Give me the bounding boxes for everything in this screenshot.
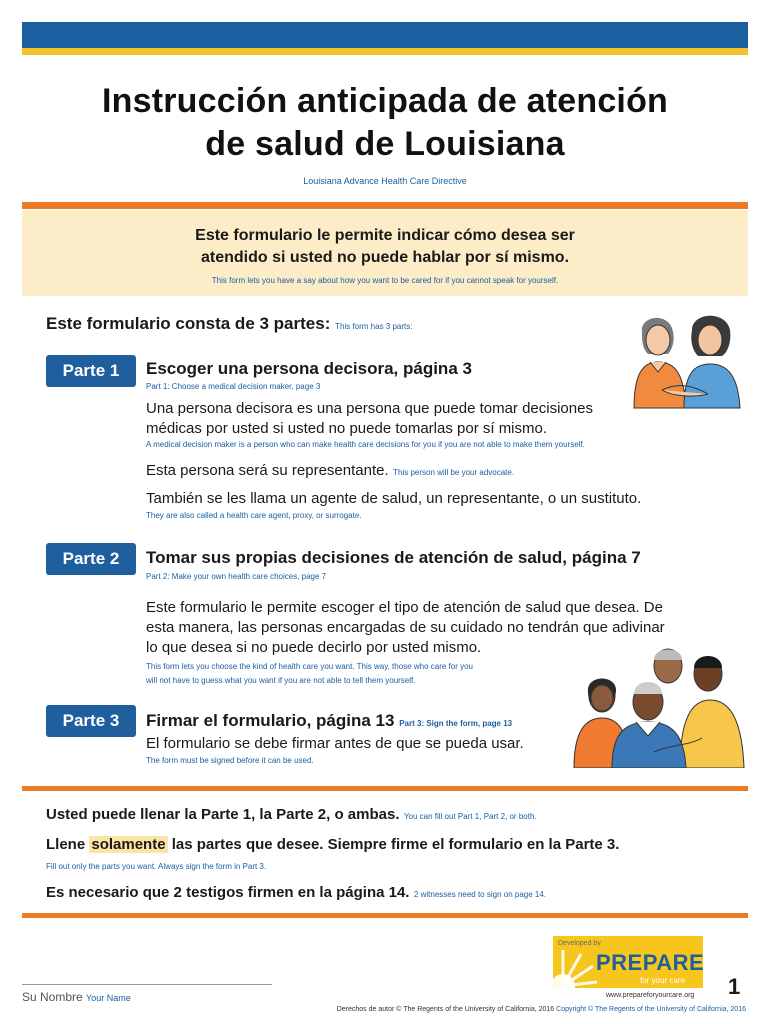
intro-text: [22, 225, 748, 269]
name-signature-line[interactable]: [22, 984, 272, 985]
parts-heading: [46, 314, 412, 334]
page-number: 1: [728, 974, 741, 999]
part-2-en-line-1: This form lets you choose the kind of health care you want. This way, those who care for you: [146, 662, 473, 671]
note-witness-row: [46, 884, 546, 902]
part-3-body-en: The form must be signed before it can be used.: [146, 756, 314, 765]
part-3-title: Firmar el formulario, página 13: [146, 711, 395, 730]
copyright-en: Copyright © The Regents of the University of California, 2016: [556, 1006, 746, 1013]
part-1-title-en: Part 1: Choose a medical decision maker, page 3: [146, 382, 321, 391]
note-fill-row: [46, 806, 537, 824]
name-label: [22, 990, 131, 1004]
title-line-1: Instrucción anticipada de atención: [101, 82, 669, 120]
header-blue-bar: [22, 22, 748, 48]
intro-line-1: Este formulario le permite indicar cómo desea ser: [195, 227, 575, 244]
name-label-en: Your Name: [86, 993, 131, 1003]
part-1-badge: Parte 1: [46, 355, 136, 387]
part-2-body-en: [146, 660, 473, 688]
part-2-badge: Parte 2: [46, 543, 136, 575]
logo-wordmark: [596, 950, 712, 976]
part-3-badge: Parte 3: [46, 705, 136, 737]
sun-logo-icon: [553, 946, 599, 988]
copyright-es: Derechos de autor © The Regents of the University of California, 2016: [336, 1006, 555, 1013]
name-label-es: Su Nombre: [22, 990, 83, 1004]
parts-heading-es: Este formulario consta de 3 partes:: [46, 314, 331, 333]
logo-text: PREPARE: [596, 950, 705, 975]
logo-developed-by: Developed by: [558, 940, 601, 947]
website-link[interactable]: www.prepareforyourcare.org: [606, 992, 695, 999]
note-witness-en: 2 witnesses need to sign on page 14.: [413, 890, 547, 899]
parts-heading-en: This form has 3 parts:: [335, 322, 413, 331]
part-1-aka-es: También se les llama un agente de salud, un representante, o un sustituto.: [146, 490, 642, 507]
part-2-title: Tomar sus propias decisiones de atención de salud, página 7: [146, 548, 641, 567]
title-line-2: de salud de Louisiana: [205, 125, 565, 163]
part-2-body-line-2: esta manera, las personas encargadas de su cuidado no tendrán que adivinar: [146, 619, 665, 636]
part-1-body-line-2: médicas por usted si usted no puede tomarlas por sí mismo.: [146, 420, 548, 437]
note-only-highlight: solamente: [91, 836, 166, 853]
note-only-row: [46, 836, 619, 853]
part-3-title-en: Part 3: Sign the form, page 13: [399, 719, 513, 728]
notes-top-rule: [22, 786, 748, 791]
part-3-body: El formulario se debe firmar antes de que se pueda usar.: [146, 735, 524, 752]
note-only-pre: Llene: [46, 836, 90, 853]
part-1-body-en: A medical decision maker is a person who can make health care decisions for you if you are not able to make them yourself.: [146, 440, 585, 449]
intro-english: This form lets you have a say about how you want to be cared for if you cannot speak for yourself.: [211, 276, 559, 285]
part-2-title-en: Part 2: Make your own health care choices, page 7: [146, 572, 327, 581]
title-english: Louisiana Advance Health Care Directive: [303, 176, 467, 186]
part-1-aka-en: They are also called a health care agent, proxy, or surrogate.: [146, 511, 362, 520]
notes-bottom-rule: [22, 913, 748, 918]
note-witness-es: Es necesario que 2 testigos firmen en la página 14.: [46, 884, 410, 901]
intro-line-2: atendido si usted no puede hablar por sí mismo.: [200, 249, 570, 266]
part-1-body: [146, 399, 593, 439]
part-2-body-line-1: Este formulario le permite escoger el tipo de atención de salud que desea. De: [146, 599, 663, 616]
intro-top-rule: [22, 202, 748, 209]
part-1-advocate: [146, 461, 514, 481]
note-only-post: las partes que desee. Siempre firme el formulario en la Parte 3.: [167, 836, 620, 853]
header-yellow-bar: [22, 48, 748, 55]
copyright: [290, 1006, 746, 1013]
note-fill-en: You can fill out Part 1, Part 2, or both.: [403, 812, 537, 821]
logo-tagline: for your care: [640, 976, 685, 985]
part-1-advocate-en: This person will be your advocate.: [393, 468, 515, 477]
part-1-body-line-1: Una persona decisora es una persona que puede tomar decisiones: [146, 400, 593, 417]
part-3-title-row: [146, 711, 512, 731]
page-title: [22, 80, 748, 166]
part-2-en-line-2: will not have to guess what you want if you are not able to tell them yourself.: [146, 676, 416, 685]
family-group-illustration: [568, 634, 746, 768]
part-1-advocate-es: Esta persona será su representante.: [146, 462, 389, 479]
part-1-title: Escoger una persona decisora, página 3: [146, 359, 472, 378]
logo-tm: ™: [704, 956, 712, 964]
note-fill-es: Usted puede llenar la Parte 1, la Parte 2, o ambas.: [46, 806, 400, 823]
note-only-en: Fill out only the parts you want. Always sign the form in Part 3.: [46, 862, 267, 871]
part-2-body-line-3: lo que desea si no puede decirlo por usted mismo.: [146, 639, 482, 656]
two-women-illustration: [622, 310, 748, 410]
